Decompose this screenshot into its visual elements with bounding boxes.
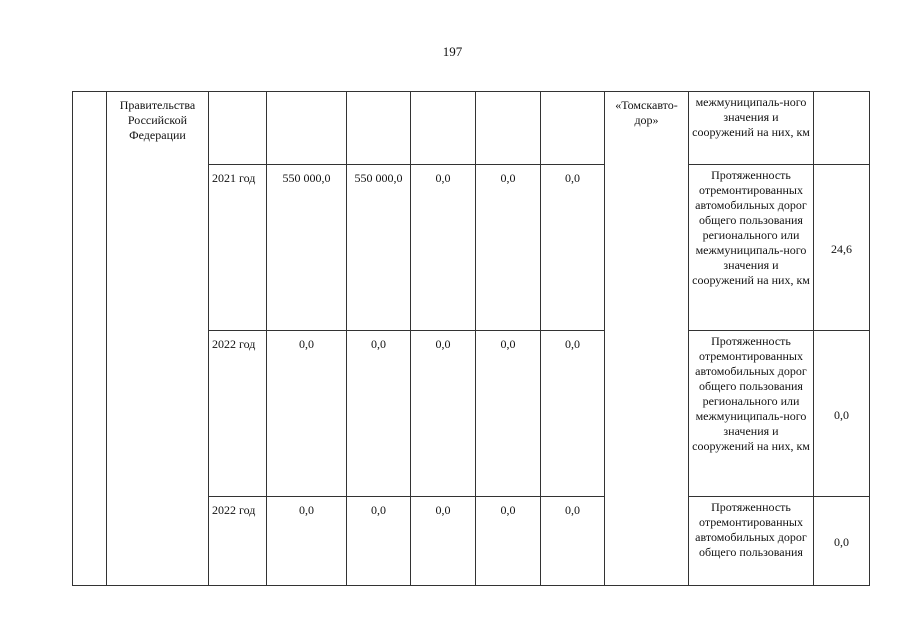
year-cell: 2022 год xyxy=(209,331,267,497)
amount-cell xyxy=(411,92,476,165)
amount-cell: 0,0 xyxy=(411,331,476,497)
amount-cell: 0,0 xyxy=(541,165,605,331)
indicator-value-cell: 0,0 xyxy=(814,497,870,586)
amount-cell: 0,0 xyxy=(267,497,347,586)
program-table xyxy=(72,91,870,586)
indicator-value-cell xyxy=(814,92,870,165)
indicator-cell: межмуниципаль-ного значения и сооружений на них, км xyxy=(689,92,814,165)
indicator-cell: Протяженность отремонтированных автомобильных дорог общего пользования xyxy=(689,497,814,586)
indicator-value-cell: 24,6 xyxy=(814,165,870,331)
number-cell xyxy=(73,92,107,586)
indicator-value-cell: 0,0 xyxy=(814,331,870,497)
indicator-cell: Протяженность отремонтированных автомобильных дорог общего пользования регионального или межмуниципаль-ного значения и сооружений на них, км xyxy=(689,331,814,497)
amount-cell: 0,0 xyxy=(541,331,605,497)
amount-cell: 550 000,0 xyxy=(347,165,411,331)
amount-cell: 0,0 xyxy=(411,165,476,331)
amount-cell: 550 000,0 xyxy=(267,165,347,331)
table-row xyxy=(73,92,870,165)
amount-cell: 0,0 xyxy=(476,331,541,497)
amount-cell: 0,0 xyxy=(411,497,476,586)
amount-cell: 0,0 xyxy=(476,165,541,331)
amount-cell: 0,0 xyxy=(541,497,605,586)
responsible-org-cell: Правительства Российской Федерации xyxy=(107,92,209,586)
amount-cell xyxy=(541,92,605,165)
amount-cell: 0,0 xyxy=(267,331,347,497)
page-number: 197 xyxy=(442,44,463,59)
amount-cell xyxy=(267,92,347,165)
year-cell: 2022 год xyxy=(209,497,267,586)
amount-cell: 0,0 xyxy=(476,497,541,586)
amount-cell: 0,0 xyxy=(347,331,411,497)
indicator-cell: Протяженность отремонтированных автомобильных дорог общего пользования регионального или межмуниципаль-ного значения и сооружений на них, км xyxy=(689,165,814,331)
year-cell xyxy=(209,92,267,165)
amount-cell: 0,0 xyxy=(347,497,411,586)
contractor-cell: «Томскавто-дор» xyxy=(605,92,689,586)
year-cell: 2021 год xyxy=(209,165,267,331)
amount-cell xyxy=(476,92,541,165)
amount-cell xyxy=(347,92,411,165)
